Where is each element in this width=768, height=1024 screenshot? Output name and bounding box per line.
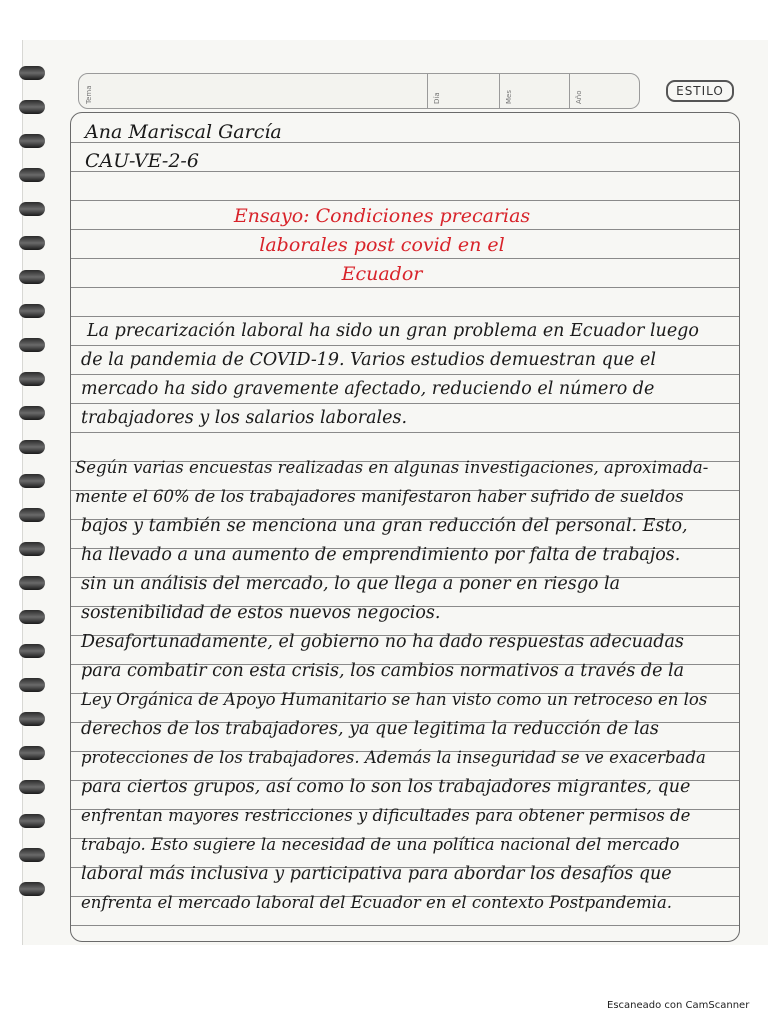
spiral-ring <box>19 338 45 352</box>
header-divider <box>569 74 570 108</box>
ruled-paper <box>70 112 740 942</box>
spiral-ring <box>19 542 45 556</box>
rule-line <box>71 316 739 317</box>
student-code: CAU-VE-2-6 <box>85 150 199 172</box>
rule-line <box>71 345 739 346</box>
rule-line <box>71 374 739 375</box>
essay-line: para combatir con esta crisis, los cambios normativos a través de la <box>81 661 685 681</box>
essay-line: enfrentan mayores restricciones y dificultades para obtener permisos de <box>81 806 691 825</box>
essay-line: trabajo. Esto sugiere la necesidad de una política nacional del mercado <box>81 835 680 854</box>
spiral-ring <box>19 848 45 862</box>
spiral-ring <box>19 66 45 80</box>
rule-line <box>71 200 739 201</box>
brand-logo: ESTILO <box>666 80 734 102</box>
scanner-watermark: Escaneado con CamScanner <box>607 1000 750 1011</box>
essay-line: mente el 60% de los trabajadores manifestaron haber sufrido de sueldos <box>75 487 684 506</box>
essay-line: Según varias encuestas realizadas en algunas investigaciones, aproximada- <box>75 458 709 477</box>
essay-line: ha llevado a una aumento de emprendimiento por falta de trabajos. <box>81 545 681 565</box>
spiral-ring <box>19 406 45 420</box>
essay-line: laboral más inclusiva y participativa para abordar los desafíos que <box>81 864 672 884</box>
essay-title-line-2: laborales post covid en el <box>259 234 505 256</box>
rule-line <box>71 229 739 230</box>
spiral-ring <box>19 168 45 182</box>
mes-label: Mes <box>505 90 513 104</box>
rule-line <box>71 432 739 433</box>
essay-line: sostenibilidad de estos nuevos negocios. <box>81 603 441 623</box>
dia-label: Día <box>433 92 441 104</box>
spiral-ring <box>19 814 45 828</box>
rule-line <box>71 403 739 404</box>
spiral-ring <box>19 236 45 250</box>
essay-line: mercado ha sido gravemente afectado, reduciendo el número de <box>81 379 655 399</box>
spiral-ring <box>19 712 45 726</box>
essay-line: protecciones de los trabajadores. Además la inseguridad se ve exacerbada <box>81 748 706 767</box>
spiral-ring <box>19 372 45 386</box>
rule-line <box>71 287 739 288</box>
essay-title-line-3: Ecuador <box>341 263 423 285</box>
spiral-ring <box>19 202 45 216</box>
spiral-ring <box>19 576 45 590</box>
anio-label: Año <box>575 90 583 104</box>
spiral-ring <box>19 746 45 760</box>
essay-line: Desafortunadamente, el gobierno no ha dado respuestas adecuadas <box>81 632 684 652</box>
essay-line: de la pandemia de COVID-19. Varios estudios demuestran que el <box>81 350 656 370</box>
page-header-box <box>78 73 640 109</box>
spiral-ring <box>19 440 45 454</box>
spiral-ring <box>19 508 45 522</box>
spiral-ring <box>19 644 45 658</box>
essay-line: trabajadores y los salarios laborales. <box>81 408 408 428</box>
essay-line: sin un análisis del mercado, lo que llega a poner en riesgo la <box>81 574 621 594</box>
essay-line: para ciertos grupos, así como lo son los trabajadores migrantes, que <box>81 777 691 797</box>
tema-label: Tema <box>85 85 93 104</box>
essay-line: derechos de los trabajadores, ya que legitima la reducción de las <box>81 719 659 739</box>
spiral-ring <box>19 270 45 284</box>
essay-line: La precarización laboral ha sido un gran problema en Ecuador luego <box>87 321 699 341</box>
rule-line <box>71 925 739 926</box>
spiral-ring <box>19 780 45 794</box>
spiral-ring <box>19 474 45 488</box>
header-divider <box>427 74 428 108</box>
essay-title-line-1: Ensayo: Condiciones precarias <box>233 205 531 227</box>
spiral-ring <box>19 100 45 114</box>
header-divider <box>499 74 500 108</box>
essay-line: bajos y también se menciona una gran reducción del personal. Esto, <box>81 516 688 536</box>
spiral-ring <box>19 304 45 318</box>
essay-line: enfrenta el mercado laboral del Ecuador en el contexto Postpandemia. <box>81 893 673 912</box>
spiral-ring <box>19 610 45 624</box>
rule-line <box>71 258 739 259</box>
student-name: Ana Mariscal García <box>85 121 282 143</box>
essay-line: Ley Orgánica de Apoyo Humanitario se han visto como un retroceso en los <box>81 690 708 709</box>
spiral-ring <box>19 134 45 148</box>
spiral-ring <box>19 678 45 692</box>
spiral-ring <box>19 882 45 896</box>
